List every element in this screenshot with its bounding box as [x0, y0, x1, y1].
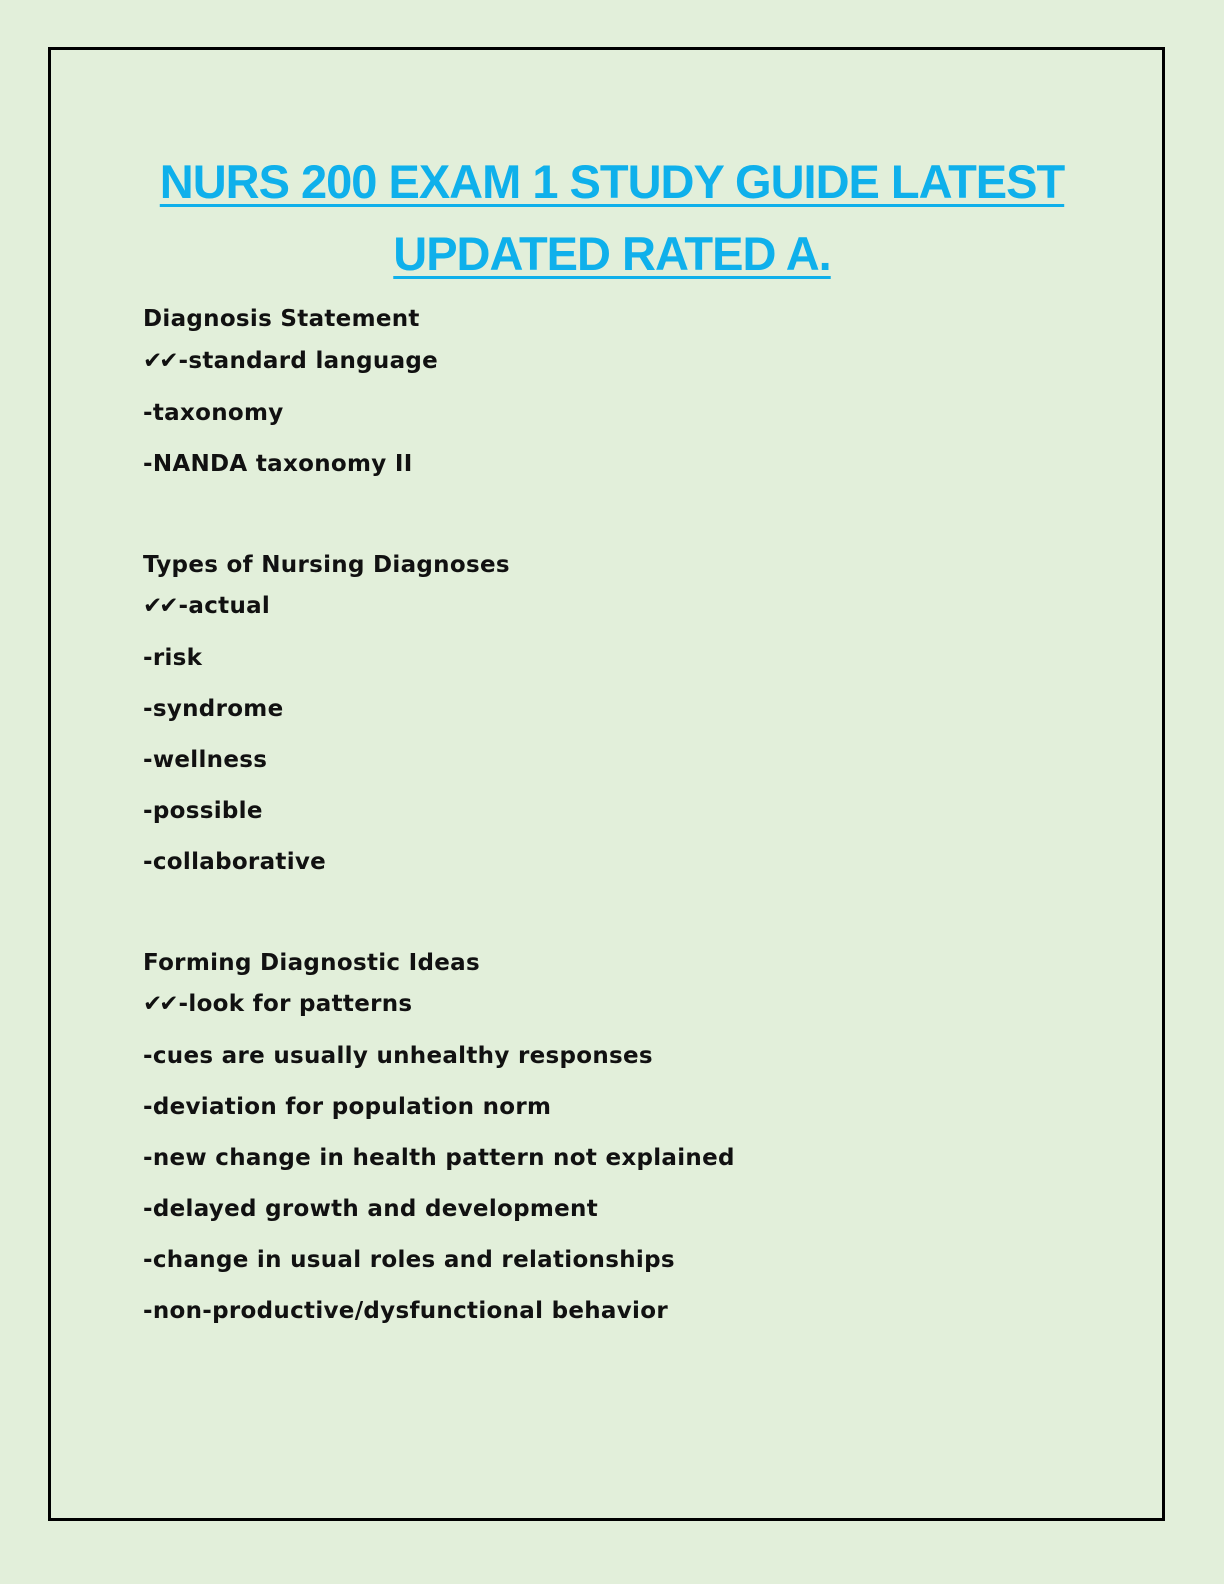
double-check-icon: ✔✔: [143, 348, 176, 374]
list-item: -NANDA taxonomy II: [143, 451, 413, 477]
list-item: -collaborative: [143, 849, 327, 875]
item-text: -actual: [178, 593, 271, 619]
list-item: -non-productive/dysfunctional behavior: [143, 1298, 668, 1324]
list-item: -deviation for population norm: [143, 1094, 552, 1120]
item-text: -standard language: [178, 348, 439, 374]
list-item: [143, 593, 270, 619]
list-item: -possible: [143, 798, 263, 824]
section-heading: Diagnosis Statement: [143, 306, 420, 332]
list-item: -delayed growth and development: [143, 1196, 599, 1222]
list-item: -change in usual roles and relationships: [143, 1247, 675, 1273]
document-title: [0, 146, 1224, 290]
list-item: -risk: [143, 645, 203, 671]
list-item: -syndrome: [143, 696, 284, 722]
list-item: -new change in health pattern not explained: [143, 1145, 735, 1171]
item-text: -look for patterns: [178, 991, 413, 1017]
list-item: [143, 348, 438, 374]
section-heading: Types of Nursing Diagnoses: [143, 552, 510, 578]
title-line-1: NURS 200 EXAM 1 STUDY GUIDE LATEST: [159, 155, 1065, 208]
list-item: -cues are usually unhealthy responses: [143, 1043, 653, 1069]
section-heading: Forming Diagnostic Ideas: [143, 950, 480, 976]
double-check-icon: ✔✔: [143, 593, 176, 619]
list-item: -wellness: [143, 747, 268, 773]
list-item: -taxonomy: [143, 400, 284, 426]
double-check-icon: ✔✔: [143, 991, 176, 1017]
list-item: [143, 991, 412, 1017]
title-line-2: UPDATED RATED A.: [393, 227, 831, 280]
